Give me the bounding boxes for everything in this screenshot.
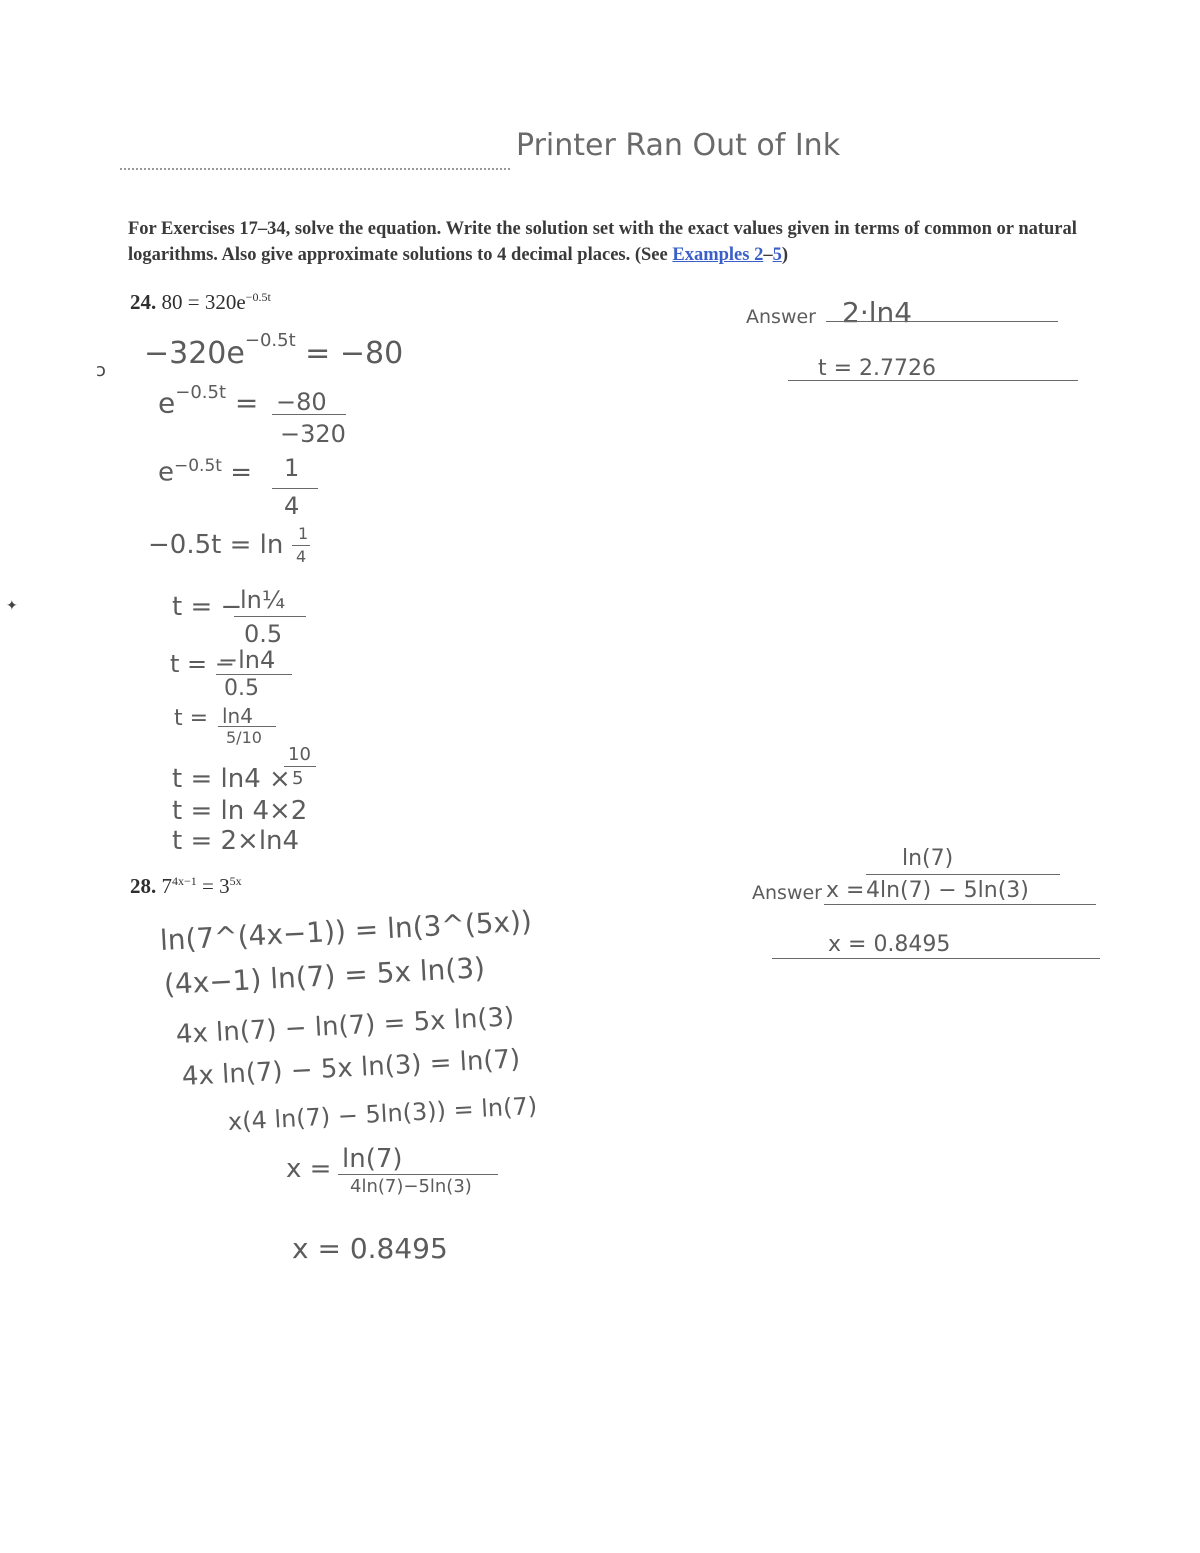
answer24-approx: t = 2.7726 xyxy=(818,356,937,381)
work24-line5-bar xyxy=(234,616,306,617)
work24-line7-num: ln4 xyxy=(222,704,253,728)
work24-line3: $e^{-0.5t}$ = xyxy=(158,456,253,488)
work24-line3-num: 1 xyxy=(284,454,300,482)
answer28-num: ln(7) xyxy=(902,846,954,871)
header-note: Printer Ran Out of Ink xyxy=(516,128,841,163)
problem-24-exponent: −0.5t xyxy=(245,290,271,304)
answer28-den: 4ln(7) − 5ln(3) xyxy=(866,878,1029,903)
answer28-x: x = xyxy=(826,878,865,903)
answer24-exact: 2·ln4 xyxy=(842,296,913,329)
answer24-approx-line xyxy=(788,380,1078,381)
answer28-frac-bar xyxy=(866,874,1060,875)
problem-28-number: 28. xyxy=(130,874,157,898)
work28-line3: 4x ln(7) − ln(7) = 5x ln(3) xyxy=(175,1002,515,1050)
work24-line10: t = 2×ln4 xyxy=(172,826,300,856)
answer28-label: Answer xyxy=(752,882,822,904)
header-dotted-line xyxy=(120,168,510,170)
work24-line8-num: 10 xyxy=(288,744,311,765)
work24-line5-den: 0.5 xyxy=(244,620,283,648)
work24-line2-num: −80 xyxy=(276,388,327,416)
instructions xyxy=(128,216,1118,268)
problem-24-statement xyxy=(130,290,271,315)
work24-line8-den: 5 xyxy=(292,768,304,789)
work28-line6: x = xyxy=(286,1154,332,1184)
work24-line5: t = − xyxy=(172,592,243,622)
problem-24-number: 24. xyxy=(130,290,157,314)
work28-line6-den: 4ln(7)−5ln(3) xyxy=(350,1176,472,1197)
work28-line6-num: ln(7) xyxy=(342,1144,403,1174)
work24-line7-den: 5/10 xyxy=(226,728,262,747)
work24-line8-bar xyxy=(284,766,316,767)
work24-line4-num: 1 xyxy=(298,524,309,543)
work24-line8: t = ln4 × xyxy=(172,764,291,794)
margin-mark: ↄ xyxy=(96,360,106,381)
work28-line6-bar xyxy=(338,1174,498,1175)
instructions-text: For Exercises 17–34, solve the equation. Write the solution set with the exact values given in terms of common or natural logarithms. Also give approximate solutions to 4 decimal places. (See xyxy=(128,219,1077,265)
work24-line6-den: 0.5 xyxy=(224,676,259,701)
work24-line4: −0.5t = ln xyxy=(148,530,284,560)
problem-28-statement: 28. $7^{4x-1} = 3^{5x}$ xyxy=(130,874,242,898)
problem-24-equation: 80 = 320e xyxy=(161,290,246,314)
work24-line2: $e^{-0.5t}$ = xyxy=(158,382,259,420)
answer28-line xyxy=(824,904,1096,905)
work24-line1: $-320e^{-0.5t} = -80$ xyxy=(144,330,404,371)
work24-line6-num: −ln4 xyxy=(218,646,276,674)
work24-line4-den: 4 xyxy=(296,547,307,566)
margin-dot: ✦ xyxy=(6,598,18,614)
work24-line2-bar xyxy=(272,414,346,415)
work28-line5: x(4 ln(7) − 5ln(3)) = ln(7) xyxy=(227,1091,538,1136)
work28-line1: ln(7^(4x−1)) = ln(3^(5x)) xyxy=(159,904,533,957)
work24-line5-num: ln¼ xyxy=(240,586,286,614)
answer28-approx: x = 0.8495 xyxy=(828,932,951,957)
answer28-approx-line xyxy=(772,958,1100,959)
answer24-label: Answer xyxy=(746,306,816,328)
work24-line3-den: 4 xyxy=(284,492,300,520)
work24-line3-bar xyxy=(272,488,318,489)
work24-line2-den: −320 xyxy=(280,420,346,448)
instructions-close: ) xyxy=(781,245,788,265)
work24-line4-bar xyxy=(292,545,310,546)
work28-line2: (4x−1) ln(7) = 5x ln(3) xyxy=(163,951,486,1001)
work24-line7-bar xyxy=(218,726,276,727)
work28-line7: x = 0.8495 xyxy=(292,1232,448,1265)
work24-line6: t = − xyxy=(170,650,235,678)
examples-link[interactable]: Examples 2 xyxy=(672,245,764,265)
answer24-line xyxy=(826,321,1058,322)
work28-line4: 4x ln(7) − 5x ln(3) = ln(7) xyxy=(181,1044,521,1092)
work24-line7: t = xyxy=(174,706,209,731)
instructions-dash: – xyxy=(763,245,773,265)
example-5-link[interactable]: 5 xyxy=(772,245,782,265)
work24-line9: t = ln 4×2 xyxy=(172,796,308,826)
work24-line6-bar xyxy=(216,674,292,675)
